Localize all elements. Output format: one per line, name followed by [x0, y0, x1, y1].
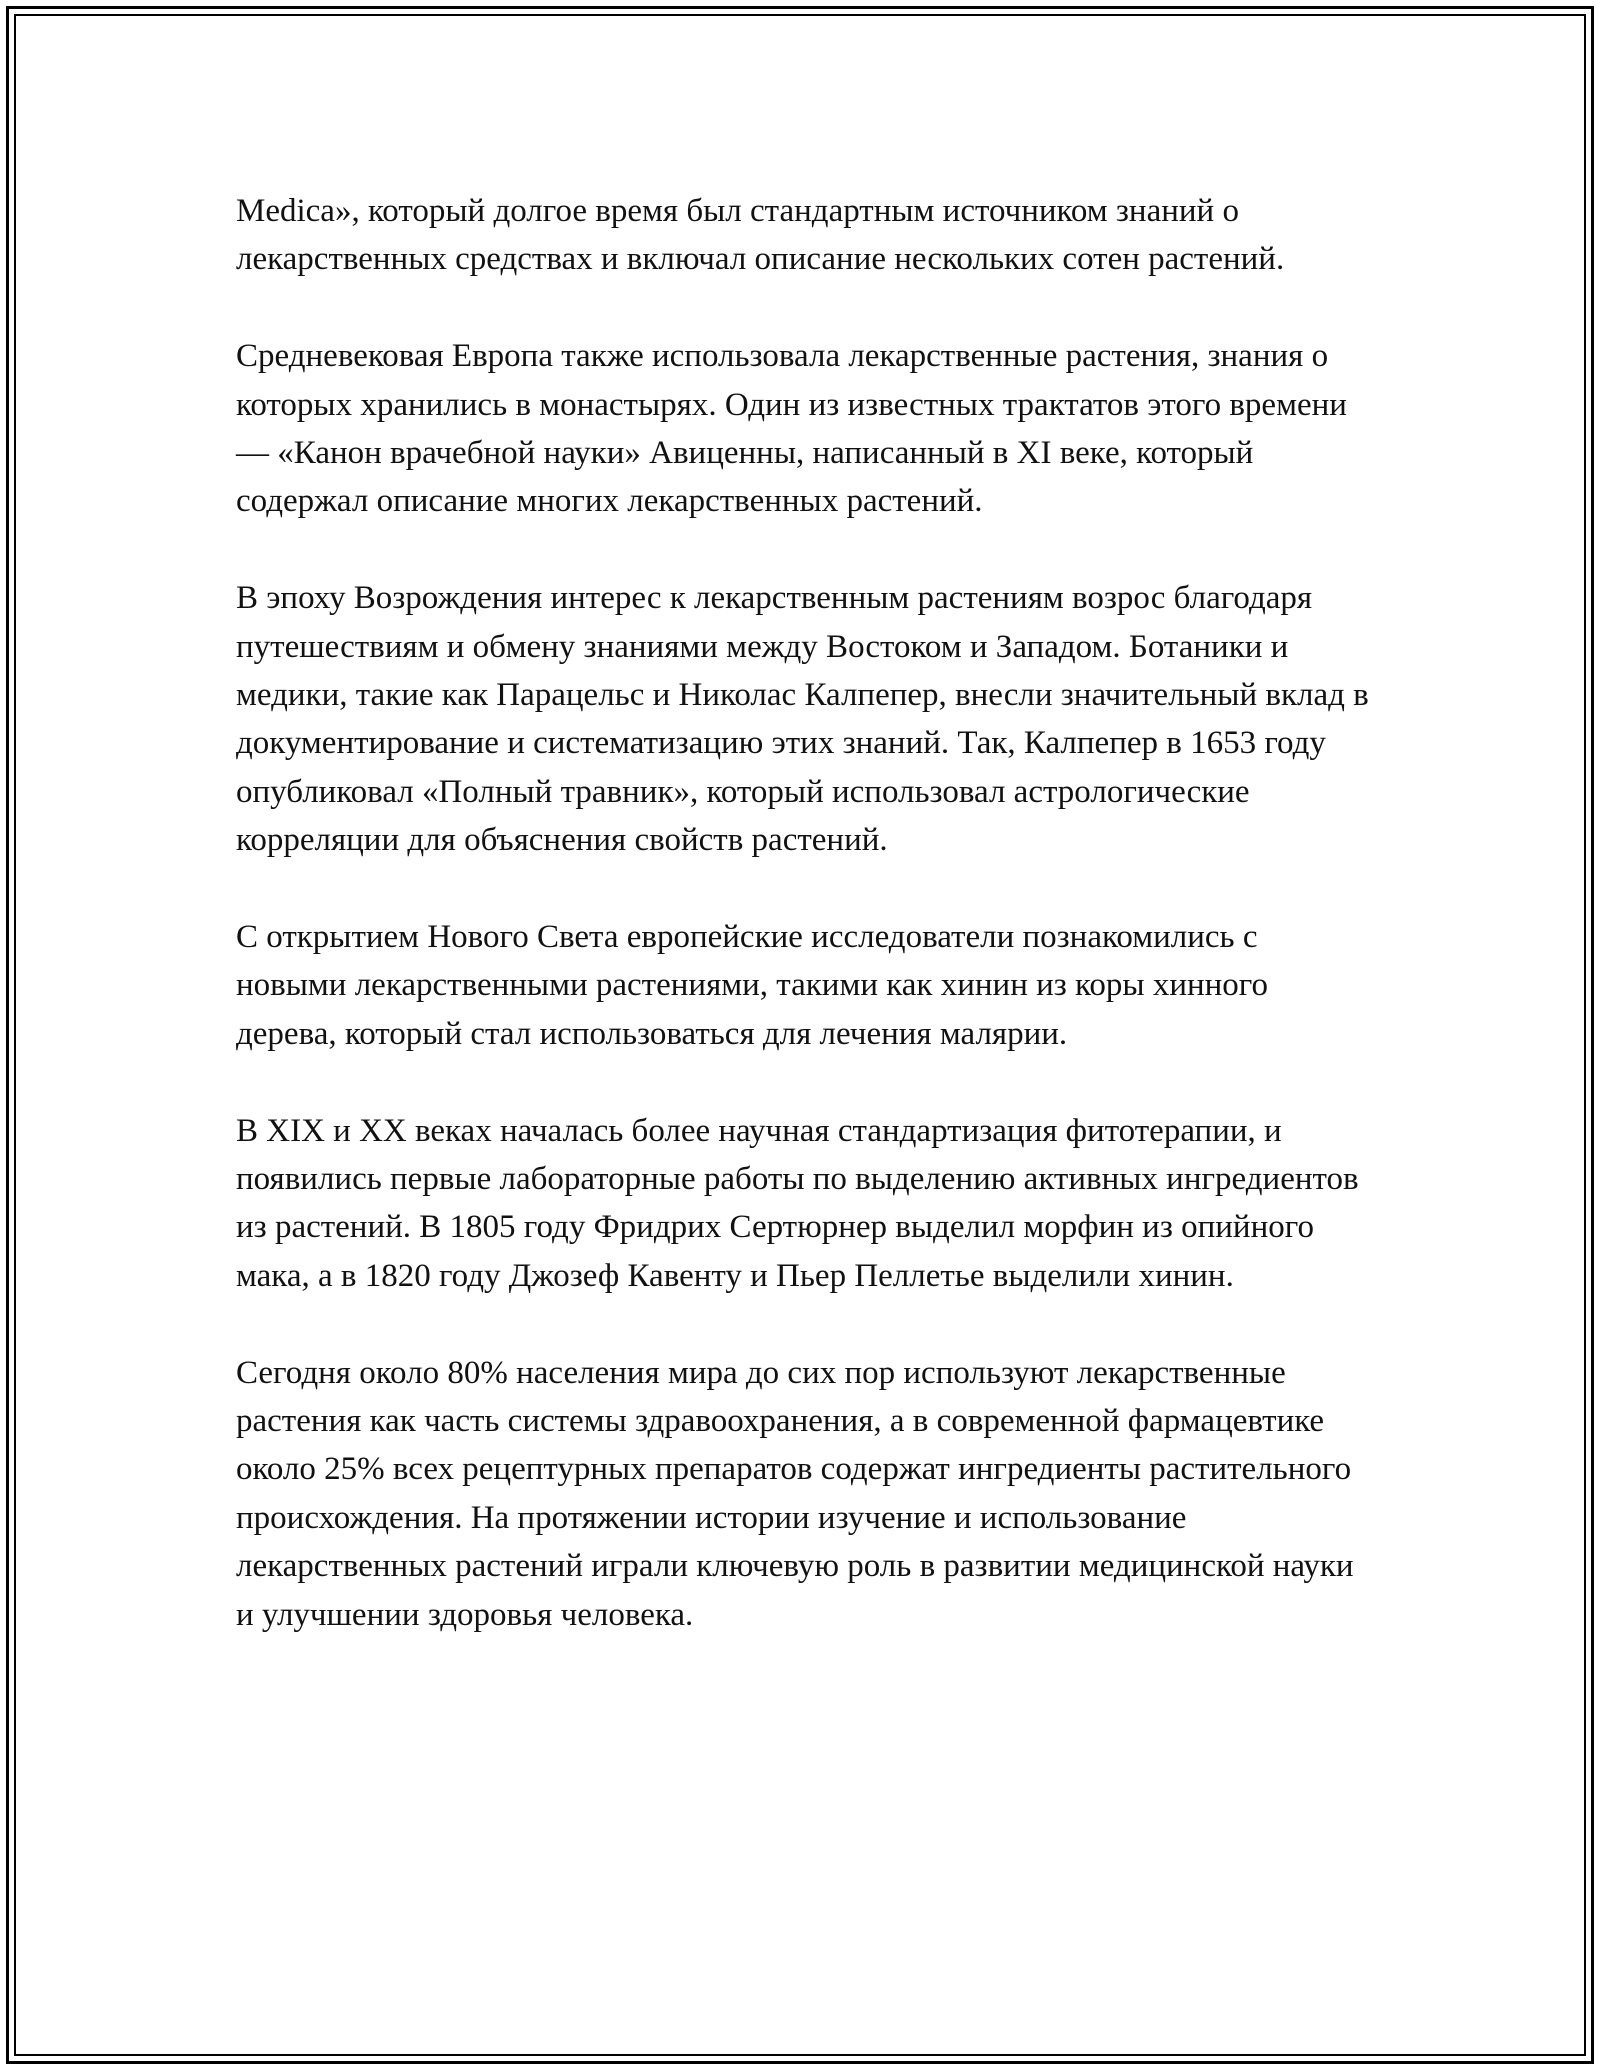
paragraph: В XIX и XX веках началась более научная стандартизация фитотерапии, и появились первые лабораторные работы по выделению активных ингредиентов из растений. В 1805 году Фридрих Сертюрнер выделил морфин из опийного мака, а в 1820 году Джозеф Кавенту и Пьер Пеллетье выделили хинин. [236, 1112, 1359, 1294]
paragraph: В эпоху Возрождения интерес к лекарственным растениям возрос благодаря путешествиям и обмену знаниями между Востоком и Западом. Ботаники и медики, такие как Парацельс и Николас Калпепер, внесли значительный вклад в документирование и систематизацию этих знаний. Так, Калпепер в 1653 году опубликовал «Полный травник», который использовал астрологические корреляции для объяснения свойств растений. [236, 580, 1369, 859]
paragraph: Средневековая Европа также использовала лекарственные растения, знания о которых хранились в монастырях. Один из известных трактатов этого времени — «Канон врачебной науки» Авиценны, написанный в XI веке, который содержал описание многих лекарственных растений. [236, 338, 1347, 520]
paragraph: С открытием Нового Света европейские исследователи познакомились с новыми лекарственными растениями, такими как хинин из коры хинного дерева, который стал использоваться для лечения малярии. [236, 919, 1269, 1052]
paragraph: Medica», который долгое время был стандартным источником знаний о лекарственных средствах и включал описание нескольких сотен растений. [236, 193, 1285, 278]
paragraph: Сегодня около 80% населения мира до сих пор используют лекарственные растения как часть системы здравоохранения, а в современной фармацевтике около 25% всех рецептурных препаратов содержат ингредиенты растительного происхождения. На протяжении истории изучение и использование лекарственных растений играли ключевую роль в развитии медицинской науки и улучшении здоровья человека. [236, 1354, 1354, 1633]
document-body [236, 187, 1376, 1639]
